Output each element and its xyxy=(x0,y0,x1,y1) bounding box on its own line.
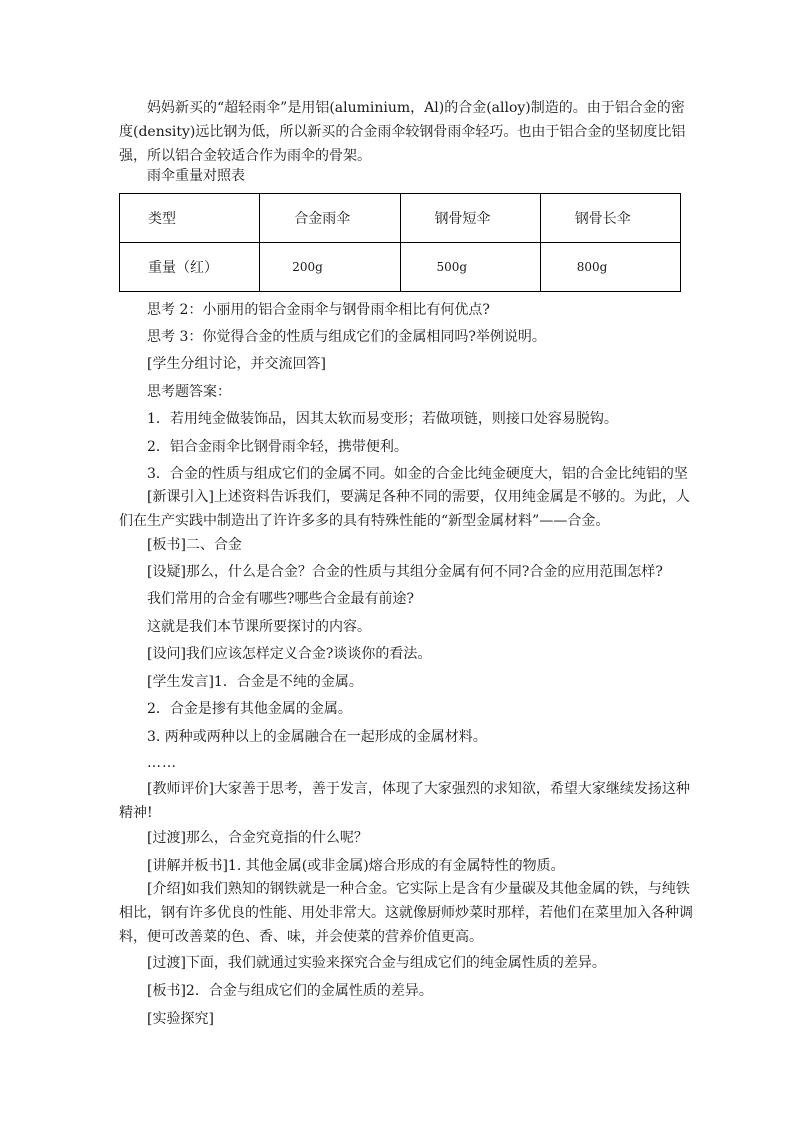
question-prompt: [设疑]那么，什么是合金？合金的性质与其组分金属有何不同?合金的应用范围怎样? xyxy=(147,564,663,580)
new-lesson-intro: [新课引入]上述资料告诉我们，要满足各种不同的需要，仅用纯金属是不够的。为此，人们在生产实践中制造出了许许多多的具有特殊性能的“新型金属材料”——合金。 xyxy=(119,489,690,529)
answer-3: 3．合金的性质与组成它们的金属不同。如金的合金比纯金硬度大，铝的合金比纯铝的坚 xyxy=(147,466,688,482)
table-header-cell: 钢骨长伞 xyxy=(540,194,680,243)
transition-1: [过渡]那么，合金究竟指的什么呢？ xyxy=(147,830,368,846)
table-header-cell: 合金雨伞 xyxy=(260,194,400,243)
intro-paragraph: 妈妈新买的“超轻雨伞”是用铝(aluminium，Al)的合金(alloy)制造的。由于铝合金的密度(density)远比钢为低，所以新买的合金雨伞较钢骨雨伞轻巧。也由于铝合金的坚韧度比铝强，所以铝合金较适合作为雨伞的骨架。 xyxy=(119,100,686,164)
umbrella-weight-table xyxy=(119,193,681,292)
group-discussion: [学生分组讨论，并交流回答] xyxy=(147,356,326,372)
student-answer-1: [学生发言]1．合金是不纯的金属。 xyxy=(147,674,363,690)
table-cell: 重量（红） xyxy=(120,243,260,292)
board-heading-alloy: [板书]二、合金 xyxy=(147,537,242,553)
answer-1: 1．若用纯金做装饰品，因其太软而易变形；若做项链，则接口处容易脱钩。 xyxy=(147,411,618,427)
table-cell: 500g xyxy=(400,243,540,292)
explain-definition: [讲解并板书]1. 其他金属(或非金属)熔合形成的有金属特性的物质。 xyxy=(147,858,565,874)
table-header-cell: 钢骨短伞 xyxy=(400,194,540,243)
introduce-steel: [介绍]如我们熟知的钢铁就是一种合金。它实际上是含有少量碳及其他金属的铁，与纯铁相比，钢有许多优良的性能、用处非常大。这就像厨师炒菜时那样，若他们在菜里加入各种调料，便可改善菜的色、香、味，并会使菜的营养价值更高。 xyxy=(119,881,693,945)
teacher-evaluation: [教师评价]大家善于思考，善于发言，体现了大家强烈的求知欲，希望大家继续发扬这种精神! xyxy=(119,781,690,821)
define-alloy-question: [设问]我们应该怎样定义合金?谈谈你的看法。 xyxy=(147,646,432,662)
think-question-3: 思考 3：你觉得合金的性质与组成它们的金属相同吗?举例说明。 xyxy=(147,329,546,345)
student-answer-2: 2．合金是掺有其他金属的金属。 xyxy=(147,701,352,717)
table-header-cell: 类型 xyxy=(120,194,260,243)
common-alloys-line: 我们常用的合金有哪些?哪些合金最有前途? xyxy=(147,591,415,607)
table-caption: 雨伞重量对照表 xyxy=(147,168,245,184)
lesson-topic-line: 这就是我们本节课所要探讨的内容。 xyxy=(147,619,371,635)
ellipsis: …… xyxy=(147,755,177,771)
table-row xyxy=(120,243,681,292)
answer-2: 2．铝合金雨伞比钢骨雨伞轻，携带便利。 xyxy=(147,439,408,455)
table-header-row xyxy=(120,194,681,243)
student-answer-3: 3. 两种或两种以上的金属融合在一起形成的金属材料。 xyxy=(147,729,487,745)
answers-title: 思考题答案： xyxy=(147,384,231,400)
table-cell: 200g xyxy=(260,243,400,292)
think-question-2: 思考 2：小丽用的铝合金雨伞与钢骨雨伞相比有何优点? xyxy=(147,302,490,318)
board-heading-difference: [板书]2．合金与组成它们的金属性质的差异。 xyxy=(147,983,433,999)
table-cell: 800g xyxy=(540,243,680,292)
transition-2: [过渡]下面，我们就通过实验来探究合金与组成它们的纯金属性质的差异。 xyxy=(147,955,606,971)
experiment-heading: [实验探究] xyxy=(147,1011,214,1027)
